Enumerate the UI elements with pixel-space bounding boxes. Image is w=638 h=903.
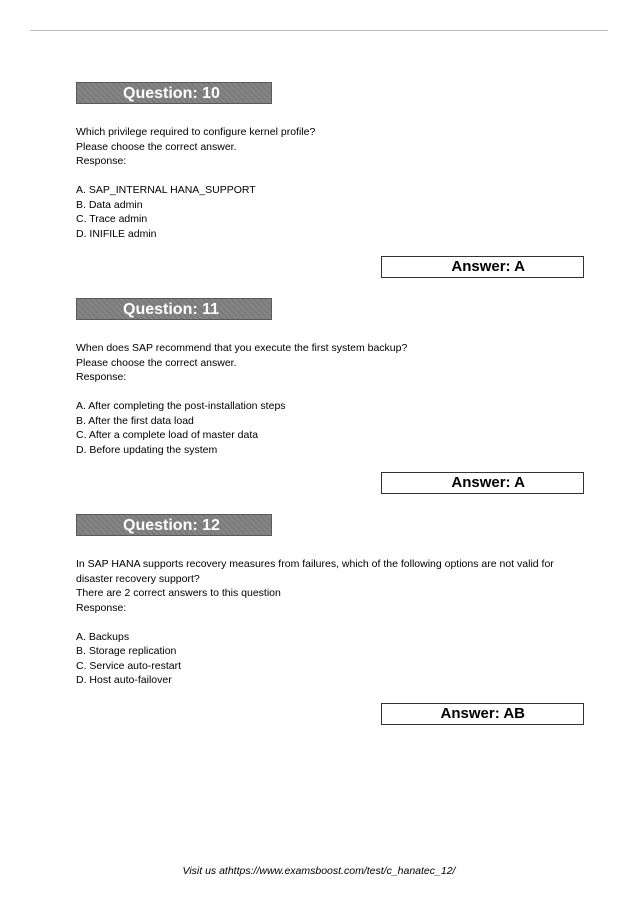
question-text bbox=[76, 125, 586, 169]
question-line: Response: bbox=[76, 155, 127, 167]
option-item: B. After the first data load bbox=[76, 414, 194, 427]
answer-box: Answer: A bbox=[381, 256, 584, 278]
question-block bbox=[76, 298, 586, 457]
question-line: Please choose the correct answer. bbox=[76, 140, 237, 153]
top-divider bbox=[30, 30, 608, 31]
question-block bbox=[76, 514, 586, 688]
option-item: C. Trace admin bbox=[76, 213, 148, 225]
question-block bbox=[76, 82, 586, 241]
question-header: Question: 11 bbox=[76, 298, 272, 320]
question-text bbox=[76, 341, 586, 385]
options-list bbox=[76, 399, 586, 457]
question-text bbox=[76, 557, 586, 615]
question-header: Question: 10 bbox=[76, 82, 272, 104]
question-line: Which privilege required to configure kernel profile? bbox=[76, 126, 316, 138]
option-item: A. SAP_INTERNAL HANA_SUPPORT bbox=[76, 184, 256, 196]
question-line: In SAP HANA supports recovery measures from failures, which of the following options are not valid for bbox=[76, 558, 554, 570]
option-item: B. Storage replication bbox=[76, 645, 177, 657]
options-list bbox=[76, 630, 586, 688]
option-item: B. Data admin bbox=[76, 198, 143, 211]
option-item: A. Backups bbox=[76, 630, 130, 643]
option-item: D. Before updating the system bbox=[76, 443, 218, 456]
option-item: C. Service auto-restart bbox=[76, 659, 182, 672]
question-line: Please choose the correct answer. bbox=[76, 356, 237, 369]
option-item: A. After completing the post-installation steps bbox=[76, 400, 286, 412]
option-item: D. Host auto-failover bbox=[76, 674, 172, 686]
option-item: D. INIFILE admin bbox=[76, 227, 157, 240]
option-item: C. After a complete load of master data bbox=[76, 429, 259, 441]
answer-box: Answer: AB bbox=[381, 703, 584, 725]
options-list bbox=[76, 183, 586, 241]
question-line: Response: bbox=[76, 371, 127, 383]
answer-box: Answer: A bbox=[381, 472, 584, 494]
question-line: There are 2 correct answers to this question bbox=[76, 587, 281, 599]
question-line: disaster recovery support? bbox=[76, 572, 200, 585]
question-header: Question: 12 bbox=[76, 514, 272, 536]
question-line: Response: bbox=[76, 601, 127, 614]
question-line: When does SAP recommend that you execute the first system backup? bbox=[76, 342, 408, 354]
footer-link[interactable]: Visit us athttps://www.examsboost.com/test/c_hanatec_12/ bbox=[182, 865, 456, 877]
